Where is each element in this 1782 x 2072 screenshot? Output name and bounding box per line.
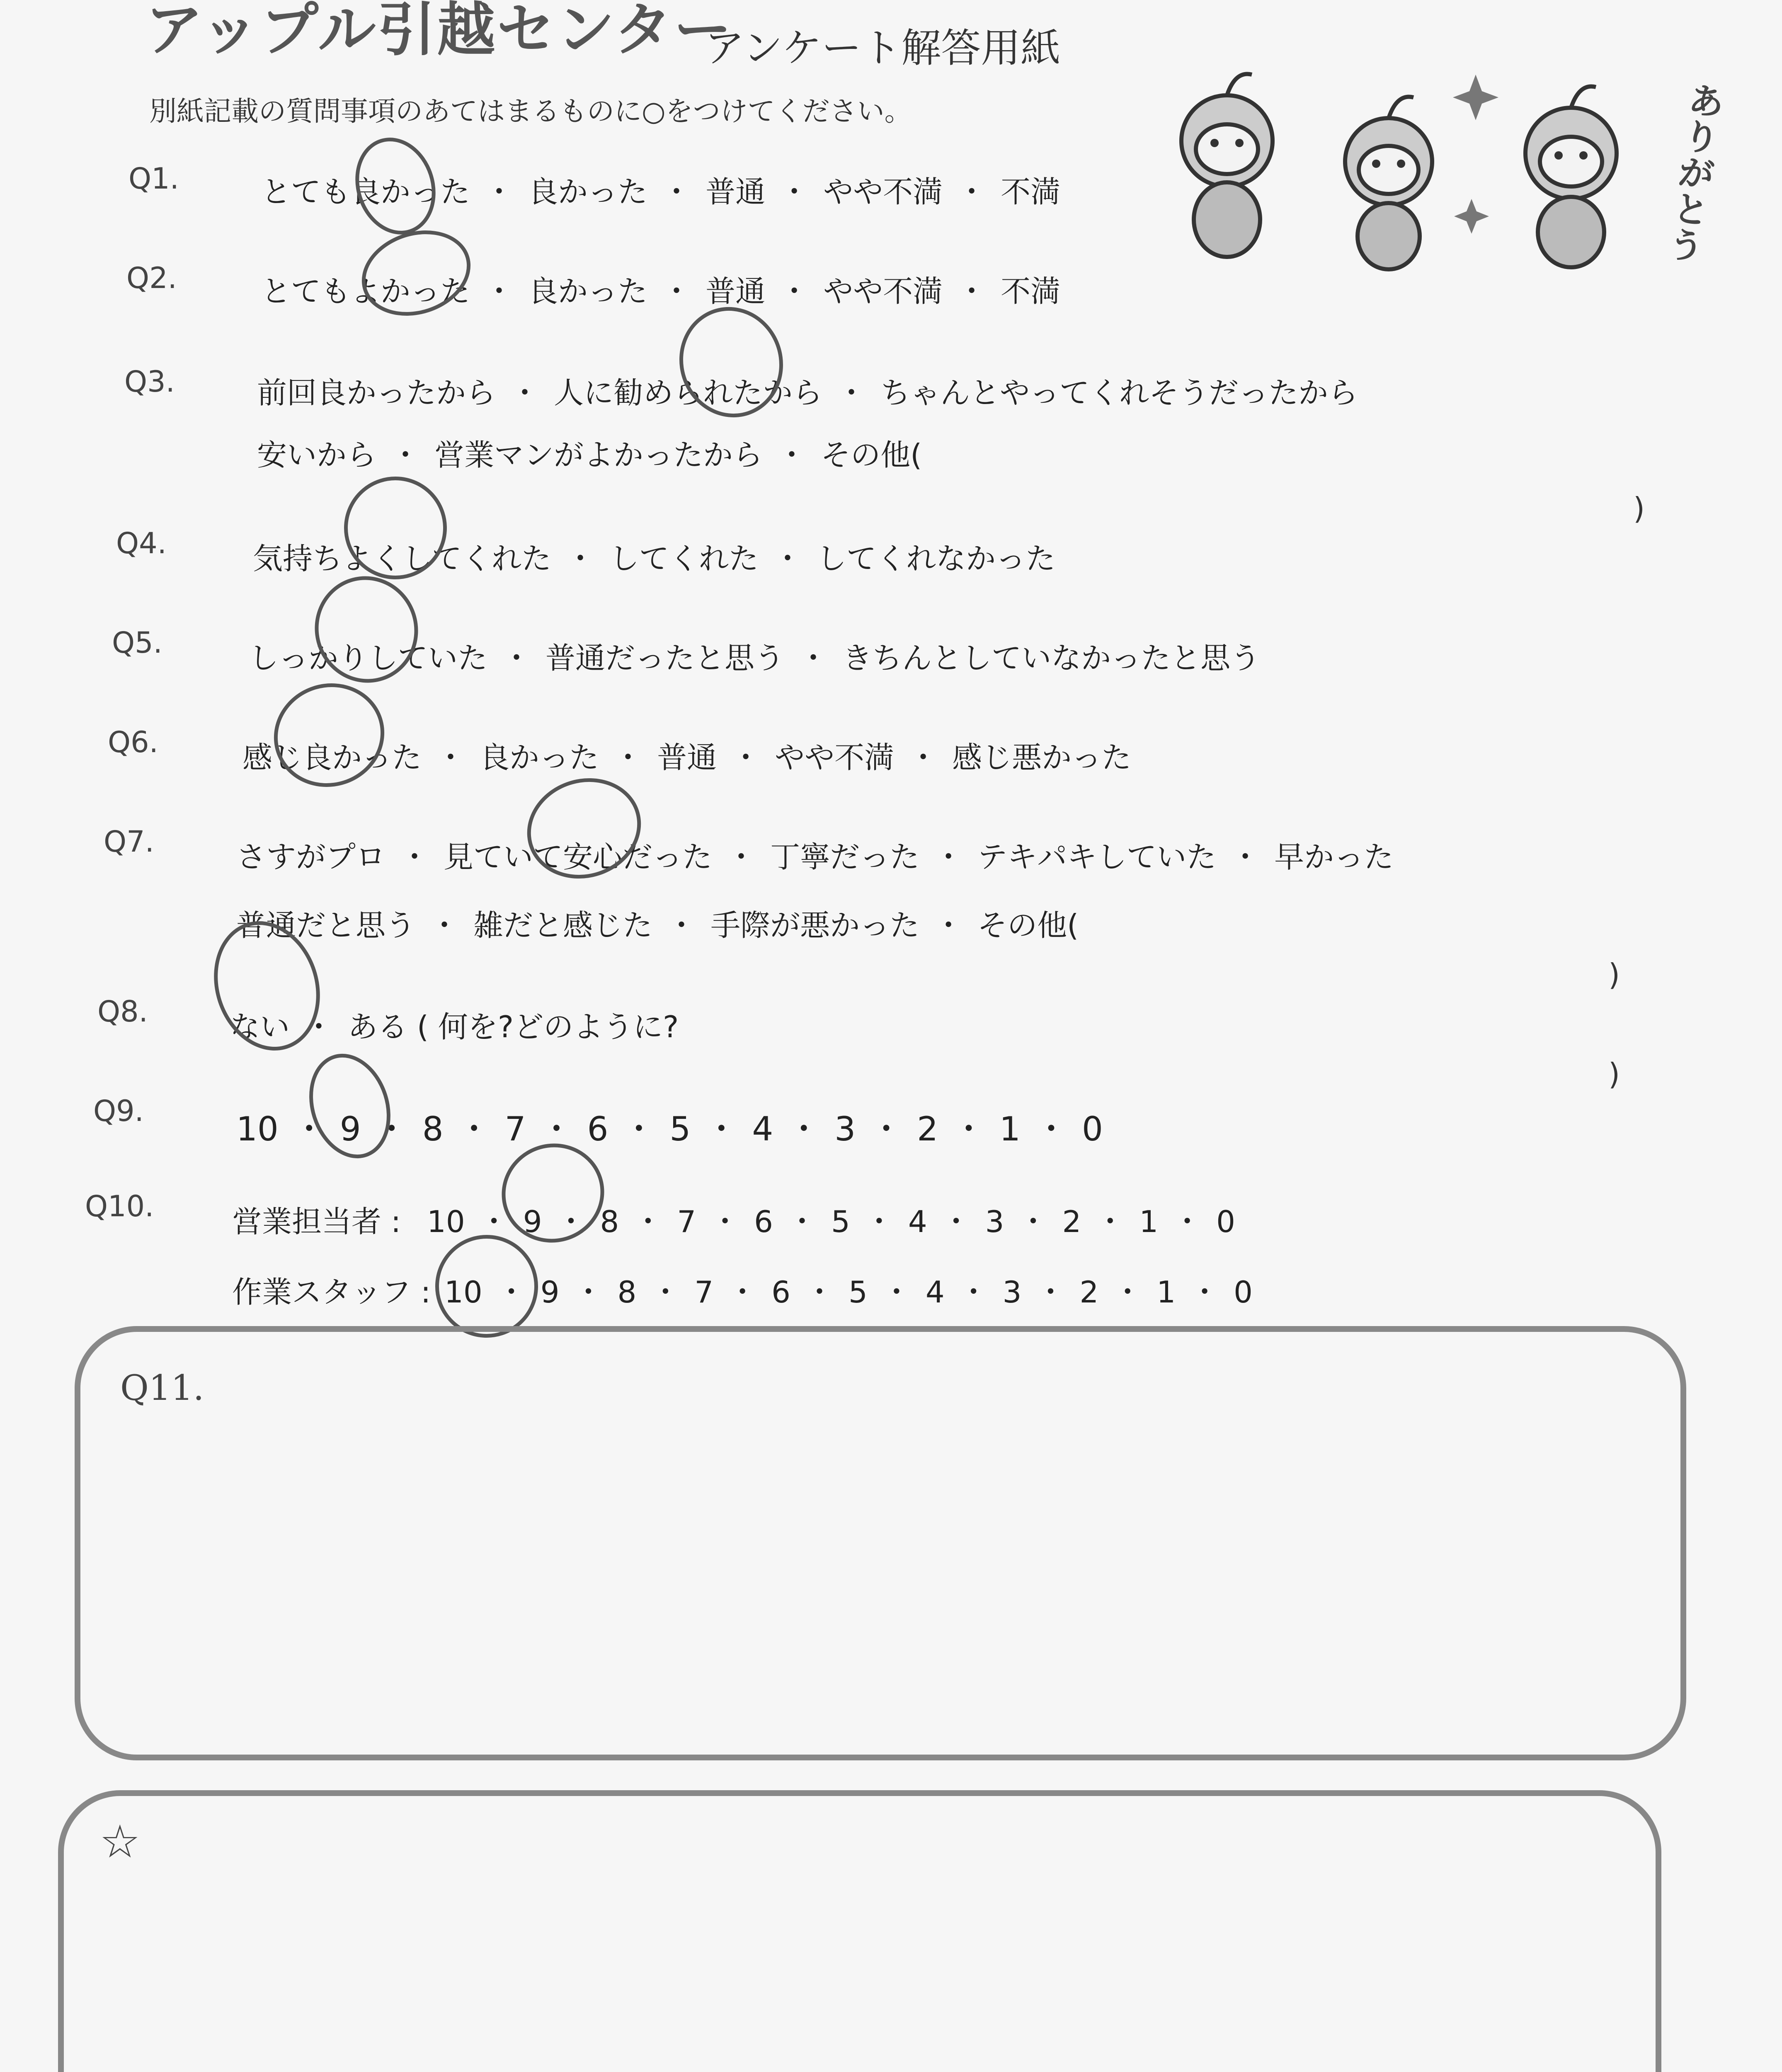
q10-staff-score-7[interactable]: 7 — [694, 1275, 714, 1310]
q10-sales-row[interactable]: 営業担当者 : 10 ・ 9 ・ 8 ・ 7 ・ 6 ・ 5 ・ 4 ・ 3 ・ 2 ・ 1 ・ 0 — [232, 1204, 1235, 1239]
q2-option-2[interactable]: 良かった — [528, 274, 648, 309]
q8-options[interactable]: ない ・ ある ( 何を?どのように? — [230, 1009, 679, 1044]
mascot-illustration — [1156, 58, 1720, 274]
q9-score-9[interactable]: 9 — [339, 1110, 361, 1148]
answer-circle-mark — [296, 1043, 404, 1169]
q7-option-9[interactable]: その他( — [977, 908, 1079, 943]
answer-circle-mark — [260, 669, 398, 801]
q4-option-2[interactable]: してくれた — [609, 541, 759, 576]
q10-sales-score-2[interactable]: 2 — [1062, 1204, 1081, 1239]
mascot-text: ありがとう — [1666, 79, 1726, 269]
q10-sales-score-10[interactable]: 10 — [427, 1204, 465, 1239]
q10-sales-score-5[interactable]: 5 — [831, 1204, 850, 1239]
q9-score-1[interactable]: 1 — [999, 1110, 1021, 1148]
q9-score-6[interactable]: 6 — [587, 1110, 609, 1148]
q1-label: Q1. — [128, 162, 179, 196]
q1-option-2[interactable]: 良かった — [528, 174, 648, 209]
q9-score-0[interactable]: 0 — [1081, 1110, 1103, 1148]
q10-sales-label: 営業担当者 : — [232, 1204, 401, 1239]
q10-staff-score-2[interactable]: 2 — [1079, 1275, 1099, 1310]
star-label: ☆ — [99, 1815, 141, 1868]
q10-sales-score-9[interactable]: 9 — [523, 1204, 542, 1239]
instruction-text: 別紙記載の質問事項のあてはまるものに○をつけてください。 — [149, 95, 912, 127]
q9-score-5[interactable]: 5 — [669, 1110, 691, 1148]
q2-option-5[interactable]: 不満 — [1001, 274, 1061, 309]
q9-score-4[interactable]: 4 — [752, 1110, 773, 1148]
company-title: アップル引越センター — [145, 0, 734, 64]
q4-options[interactable]: 気持ちよくしてくれた ・ してくれた ・ してくれなかった — [253, 541, 1056, 576]
q9-score-10[interactable]: 10 — [236, 1110, 279, 1148]
q10-staff-score-3[interactable]: 3 — [1002, 1275, 1022, 1310]
q9-score-7[interactable]: 7 — [504, 1110, 526, 1148]
q5-option-1[interactable]: しっかりしていた — [249, 641, 488, 675]
q10-staff-label: 作業スタッフ : — [232, 1275, 431, 1310]
q7-option-1[interactable]: さすがプロ — [236, 840, 386, 874]
q8-close-paren: ) — [1608, 1057, 1620, 1092]
q7-option-8[interactable]: 手際が悪かった — [710, 908, 920, 943]
q10-sales-score-4[interactable]: 4 — [908, 1204, 927, 1239]
q10-staff-score-10[interactable]: 10 — [444, 1275, 482, 1310]
q6-option-2[interactable]: 良かった — [480, 740, 599, 775]
q2-option-4[interactable]: やや不満 — [823, 274, 943, 309]
q10-staff-score-8[interactable]: 8 — [617, 1275, 637, 1310]
q7-options-line1[interactable]: さすがプロ ・ 見ていて安心だった ・ 丁寧だった ・ テキパキしていた ・ 早かった — [236, 840, 1394, 874]
q1-options[interactable]: とても良かった ・ 良かった ・ 普通 ・ やや不満 ・ 不満 — [261, 174, 1061, 209]
q10-sales-score-1[interactable]: 1 — [1139, 1204, 1159, 1239]
q11-comment-box[interactable] — [75, 1326, 1686, 1760]
q2-options[interactable]: とてもよかった ・ 良かった ・ 普通 ・ やや不満 ・ 不満 — [261, 274, 1061, 309]
q3-option-4[interactable]: 安いから — [257, 438, 377, 472]
q3-option-3[interactable]: ちゃんとやってくれそうだったから — [880, 375, 1358, 410]
q10-staff-score-4[interactable]: 4 — [925, 1275, 945, 1310]
q6-option-5[interactable]: 感じ悪かった — [952, 740, 1132, 775]
q10-staff-score-9[interactable]: 9 — [540, 1275, 560, 1310]
q2-option-3[interactable]: 普通 — [706, 274, 766, 309]
q7-option-5[interactable]: 早かった — [1274, 840, 1394, 874]
q3-option-5[interactable]: 営業マンがよかったから — [434, 438, 763, 472]
q6-label: Q6. — [108, 725, 158, 759]
q6-options[interactable]: 感じ良かった ・ 良かった ・ 普通 ・ やや不満 ・ 感じ悪かった — [242, 740, 1132, 775]
q9-scale[interactable]: 10 ・ 9 ・ 8 ・ 7 ・ 6 ・ 5 ・ 4 ・ 3 ・ 2 ・ 1 ・ 0 — [236, 1110, 1103, 1148]
q4-label: Q4. — [116, 526, 167, 560]
q7-option-4[interactable]: テキパキしていた — [977, 840, 1217, 874]
star-comment-box[interactable] — [58, 1790, 1661, 2072]
q3-options-line2[interactable]: 安いから ・ 営業マンがよかったから ・ その他( — [257, 438, 922, 472]
q10-sales-score-8[interactable]: 8 — [600, 1204, 619, 1239]
q9-score-8[interactable]: 8 — [422, 1110, 444, 1148]
q3-option-1[interactable]: 前回良かったから — [257, 375, 496, 410]
q3-option-6[interactable]: その他( — [821, 438, 922, 472]
q10-sales-score-7[interactable]: 7 — [677, 1204, 696, 1239]
q8-option-1[interactable]: ない — [230, 1009, 290, 1044]
q7-option-6[interactable]: 普通だと思う — [236, 908, 416, 943]
q2-label: Q2. — [126, 261, 177, 295]
q7-option-2[interactable]: 見ていて安心だった — [444, 840, 713, 874]
q1-option-3[interactable]: 普通 — [706, 174, 766, 209]
q10-staff-score-6[interactable]: 6 — [771, 1275, 790, 1310]
q10-sales-score-6[interactable]: 6 — [754, 1204, 773, 1239]
sheet-subtitle: アンケート解答用紙 — [705, 25, 1061, 71]
q10-sales-score-0[interactable]: 0 — [1216, 1204, 1235, 1239]
q1-option-1[interactable]: とても良かった — [261, 174, 470, 209]
q9-label: Q9. — [93, 1094, 144, 1128]
q3-close-paren: ) — [1633, 491, 1645, 526]
answer-circle-mark — [351, 217, 482, 329]
q10-staff-score-1[interactable]: 1 — [1156, 1275, 1176, 1310]
q5-options[interactable]: しっかりしていた ・ 普通だったと思う ・ きちんとしていなかったと思う — [249, 641, 1261, 675]
q8-option-2[interactable]: ある ( 何を?どのように? — [348, 1009, 679, 1044]
q2-option-1[interactable]: とてもよかった — [261, 274, 470, 309]
q3-label: Q3. — [124, 365, 175, 399]
q10-label: Q10. — [85, 1189, 154, 1223]
q7-close-paren: ) — [1608, 957, 1620, 992]
q7-label: Q7. — [104, 825, 154, 859]
q1-option-4[interactable]: やや不満 — [823, 174, 943, 209]
q1-option-5[interactable]: 不満 — [1001, 174, 1061, 209]
q8-label: Q8. — [97, 995, 148, 1029]
q6-option-4[interactable]: やや不満 — [775, 740, 895, 775]
q5-option-3[interactable]: きちんとしていなかったと思う — [842, 641, 1261, 675]
q3-option-2[interactable]: 人に勧められたから — [554, 375, 823, 410]
q10-staff-score-0[interactable]: 0 — [1234, 1275, 1253, 1310]
q3-options-line1[interactable]: 前回良かったから ・ 人に勧められたから ・ ちゃんとやってくれそうだったから — [257, 375, 1358, 410]
q7-options-line2[interactable]: 普通だと思う ・ 雑だと感じた ・ 手際が悪かった ・ その他( — [236, 908, 1079, 943]
q6-option-3[interactable]: 普通 — [657, 740, 717, 775]
q6-option-1[interactable]: 感じ良かった — [242, 740, 422, 775]
q5-option-2[interactable]: 普通だったと思う — [546, 641, 785, 675]
q9-score-3[interactable]: 3 — [834, 1110, 856, 1148]
q10-sales-score-3[interactable]: 3 — [985, 1204, 1004, 1239]
q7-option-7[interactable]: 雑だと感じた — [473, 908, 653, 943]
q10-staff-row[interactable]: 作業スタッフ : 10 ・ 9 ・ 8 ・ 7 ・ 6 ・ 5 ・ 4 ・ 3 ・ 2 ・ 1 ・ 0 — [232, 1275, 1253, 1310]
q11-label: Q11. — [120, 1368, 204, 1408]
q10-staff-score-5[interactable]: 5 — [849, 1275, 868, 1310]
q4-option-3[interactable]: してくれなかった — [817, 541, 1056, 576]
answer-circle-mark — [343, 127, 448, 245]
q7-option-3[interactable]: 丁寧だった — [770, 840, 920, 874]
q4-option-1[interactable]: 気持ちよくしてくれた — [253, 541, 552, 576]
q9-score-2[interactable]: 2 — [917, 1110, 938, 1148]
q5-label: Q5. — [112, 626, 162, 660]
